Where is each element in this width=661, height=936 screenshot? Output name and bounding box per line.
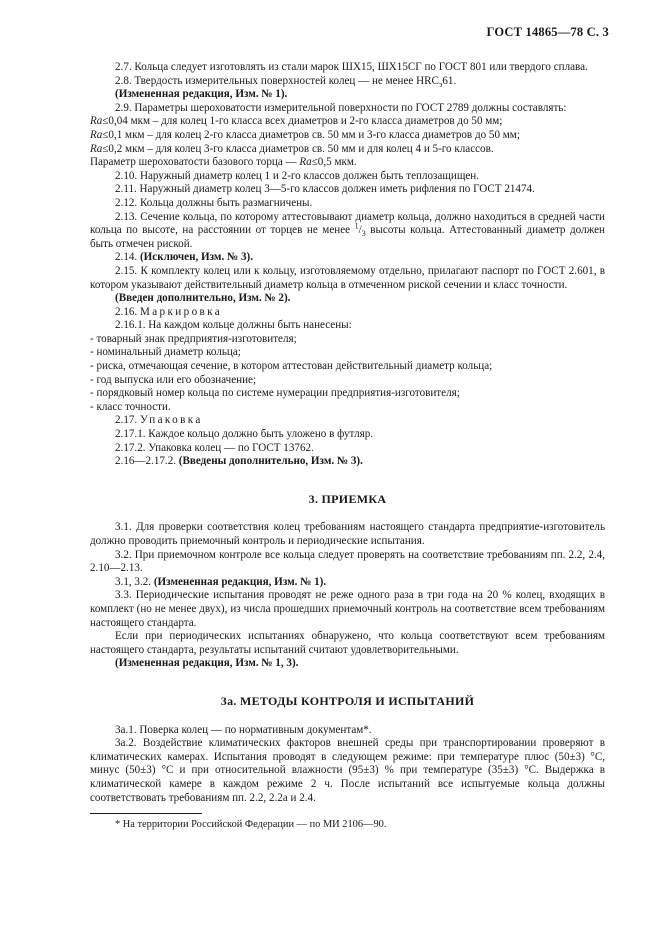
clause-2-17-1: 2.17.1. Каждое кольцо должно быть уложено в футляр.	[115, 428, 374, 441]
clause-2-14	[90, 251, 605, 265]
list-item: - товарный знак предприятия-изготовителя;	[90, 332, 297, 345]
edit-note-3	[90, 576, 605, 590]
clause-3a-2: 3а.2. Воздействие климатических факторов внешней среды при транспортировании проверяют в климатических камерах. Испытания проводят в следующем режиме: при температуре плюс (50±3) °С, минус (50±3) °С и при относительной влажности (95±3) % при температуре (35±3) °С. Выдержка в климатической камере в каждом режиме 2 ч. После испытаний все испытуемые кольца должны соответствовать требованиям пп. 2.2, 2.2а и 2.4.	[90, 737, 605, 804]
packing-title: Упаковка	[139, 414, 203, 427]
clause-number: 3.1, 3.2.	[115, 575, 154, 588]
clause-2-12: 2.12. Кольца должны быть размагничены.	[115, 196, 313, 209]
clause-2-13-tail: высоты кольца. Аттестованный диаметр должен быть отмечен риской.	[90, 224, 605, 250]
base-roughness-text: Параметр шероховатости базового торца —	[90, 156, 300, 169]
clause-2-10: 2.10. Наружный диаметр колец 1 и 2-го классов должен быть теплозащищен.	[115, 169, 480, 182]
list-item: - порядковый номер кольца по системе нумерации предприятия-изготовителя;	[90, 387, 460, 400]
ra-text: ≤0,04 мкм – для колец 1-го класса всех диаметров и 2-го класса диаметров до 50 мм;	[102, 115, 503, 128]
ra-line	[90, 143, 605, 157]
document-body	[90, 61, 605, 832]
clause-2-7: 2.7. Кольца следует изготовлять из стали марок ШХ15, ШХ15СГ по ГОСТ 801 или твердого сплава.	[115, 61, 588, 73]
list-item: - номинальный диаметр кольца;	[90, 346, 241, 359]
fraction-numerator: 1	[354, 221, 359, 231]
ra-symbol: Ra	[90, 142, 103, 155]
edit-note-text: (Измененная редакция, Изм. № 1).	[153, 575, 327, 588]
clause-2-16	[90, 306, 605, 320]
footnote-divider	[90, 813, 202, 814]
clause-number: 2.14.	[115, 251, 140, 264]
ra-symbol: Ra	[299, 156, 312, 169]
clause-number: 2.16.	[115, 305, 140, 318]
edit-note-2-15: (Введен дополнительно, Изм. № 2).	[115, 292, 291, 305]
clause-3-1: 3.1. Для проверки соответствия колец требованиям настоящего стандарта предприятие-изготовитель должно проводить приемочный контроль и периодические испытания.	[90, 521, 605, 547]
clause-2-11: 2.11. Наружный диаметр колец 3—5-го классов должен иметь рифления по ГОСТ 21474.	[115, 183, 535, 196]
marking-title: Маркировка	[139, 305, 223, 318]
base-roughness-tail: ≤0,5 мкм.	[311, 156, 357, 169]
ra-text: ≤0,1 мкм – для колец 2-го класса диаметров св. 50 мм и 3-го класса диаметров до 50 мм;	[102, 128, 520, 141]
clause-2-8-tail: 61.	[442, 74, 457, 87]
clause-2-15: 2.15. К комплекту колец или к кольцу, изготовляемому отдельно, прилагают паспорт по ГОСТ 2.601, в котором указывают действительный диаметр кольца в отмеченном риской сечении и класс точности.	[90, 264, 605, 291]
list-item: - класс точности.	[90, 400, 171, 413]
clause-2-13-text: 2.13. Сечение кольца, по которому аттестовывают диаметр кольца, должно находиться в средней части кольца по высоте, на расстоянии от торцев не менее	[90, 210, 605, 237]
clause-2-16-1: 2.16.1. На каждом кольце должны быть нанесены:	[115, 319, 352, 332]
fraction-denominator: 3	[361, 229, 366, 239]
edit-note-2-16	[90, 455, 605, 469]
clause-2-8	[90, 75, 605, 89]
excluded-note: (Исключен, Изм. № 3).	[139, 251, 253, 264]
section-3-heading: 3. ПРИЕМКА	[308, 491, 387, 506]
clause-2-8-sub: э	[438, 79, 443, 89]
ra-line	[90, 115, 605, 129]
clause-3-3-cont: Если при периодических испытаниях обнаружено, что кольца соответствуют всем требованиям настоящего стандарта, результаты испытаний считают удовлетворительными.	[90, 630, 605, 656]
clause-2-13: 2.13. Сечение кольца, по которому аттестовывают диаметр кольца, должно находиться в средней части кольца по высоте, на расстоянии от торцев не менее $^1/_3$ высоты кольца. Аттестованный диаметр должен быть отмечен риской.	[90, 210, 605, 250]
page-header: ГОСТ 14865—78 С. 3	[486, 25, 609, 39]
footnote: * На территории Российской Федерации — по МИ 2106—90.	[115, 819, 387, 831]
list-item: - год выпуска или его обозначение;	[90, 373, 257, 386]
base-roughness	[90, 156, 605, 170]
ra-text: ≤0,2 мкм – для колец 3-го класса диаметров св. 50 мм и для колец 4 и 5-го классов.	[102, 142, 494, 155]
clause-number: 2.17.	[115, 414, 140, 427]
clause-2-17	[90, 414, 605, 428]
clause-2-17-2: 2.17.2. Упаковка колец — по ГОСТ 13762.	[115, 441, 314, 454]
list-item: - риска, отмечающая сечение, в котором аттестован действительный диаметр кольца;	[90, 360, 493, 373]
ra-line	[90, 129, 605, 143]
edit-note-3-3: (Измененная редакция, Изм. № 1, 3).	[115, 657, 299, 670]
clause-number: 2.16—2.17.2.	[115, 455, 179, 468]
clause-3a-1: 3а.1. Поверка колец — по нормативным документам*.	[115, 723, 372, 736]
clause-3-3: 3.3. Периодические испытания проводят не реже одного раза в три года на 20 % колец, входящих в комплект (но не менее двух), из числа прошедших приемочный контроль на соответствие всем требованиям настоящего стандарта.	[90, 589, 605, 629]
clause-2-8-text: 2.8. Твердость измерительных поверхностей колец — не менее HRC	[115, 74, 439, 87]
clause-3-2: 3.2. При приемочном контроле все кольца следует проверять на соответствие требованиям пп. 2.2, 2.4, 2.10—2.13.	[90, 548, 605, 575]
clause-2-9: 2.9. Параметры шероховатости измерительной поверхности по ГОСТ 2789 должны составлять:	[115, 101, 567, 114]
edit-note-text: (Введены дополнительно, Изм. № 3).	[178, 455, 363, 468]
ra-symbol: Ra	[90, 115, 103, 128]
edit-note-2-8: (Измененная редакция, Изм. № 1).	[115, 88, 288, 101]
ra-symbol: Ra	[90, 128, 103, 141]
section-3a-heading: 3а. МЕТОДЫ КОНТРОЛЯ И ИСПЫТАНИЙ	[220, 693, 475, 708]
